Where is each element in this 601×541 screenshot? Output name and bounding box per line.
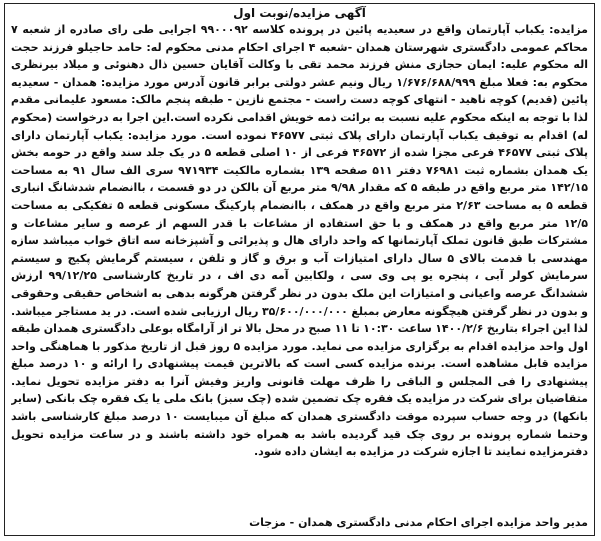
notice-signature: مدیر واحد مزایده اجرای احکام مدنی دادگستری همدان - مزجات bbox=[249, 516, 588, 529]
auction-notice bbox=[4, 3, 595, 536]
notice-body: مزایده: یکباب آپارتمان واقع در سعیدیه پائین در پرونده کلاسه ۹۹۰۰۰۹۲ اجرایی طی رای صادره از شعبه ۷ محاکم عمومی دادگستری شهرستان همدان -شعبه ۴ اجرای احکام مدنی محکوم له: حامد حاجیلو فرزند حجت اله محکوم علیه: ایمان حجازی منش فرزند محمد تقی با وکالت آقایان حسین ذال دهنوئی و میلاد بیرنظری محکوم به: فعلا مبلغ ۱/۶۷۶/۶۸۸/۹۹۹ ریال ونیم عشر دولتی برابر قانون آدرس مورد مزایده: همدان - سعیدیه پائین (قدیم) کوچه ناهید - انتهای کوچه دست راست - مجتمع نازین - طبقه پنجم مالک: مسعود علیمانی مقدم لذا با توجه به اینکه محکوم علیه نسبت به برائت ذمه خویش اقدامی نکرده است.این اجرا به درخواست (محکوم له) اقدام به توقیف یکباب آپارتمان دارای پلاک ثبتی ۴۶۵۷۷ نموده است. مورد مزایده: یکباب آپارتمان دارای پلاک ثبتی ۴۶۵۷۷ فرعی مجزا شده از ۴۶۵۷۲ فرعی از ۱۰ اصلی قطعه ۵ در یک جلد سند واقع در حومه بخش یک همدان بشماره ثبت ۷۶۹۸۱ دفتر ۵۱۱ صفحه ۱۳۹ بشماره مالکیت ۹۷۱۹۳۴ سری الف سال ۹۱ به مساحت ۱۴۲/۱۵ متر مربع واقع در طبقه ۵ که مقدار ۹/۹۸ متر مربع آن بالکن در دو قسمت ، باانضمام شدشانگ انباری قطعه ۵ به مساحت ۲/۶۳ متر مربع واقع در همکف ، باانضمام پارکینگ مسکونی قطعه ۵ تفکیکی به مساحت ۱۲/۵ متر مربع واقع در همکف و با حق استفاده از مشاعات با قدر السهم از عرصه و سایر مشاعات و مشترکات طبق قانون تملک آپارتمانها که واحد دارای هال و پذیرائی و آشپزخانه سه اتاق خواب میباشد سازه مهندسی با قدمت بالای ۵ سال دارای امتیازات آب و برق و گاز و تلفن ، سیستم گرمایش پکیج و سیستم سرمایش کولر آبی ، پنجره یو پی وی سی ، ولکابین آمه دی اف ، در تاریخ کارشناسی ۹۹/۱۲/۲۵ ارزش ششدانگ عرصه واعیانی و امتیازات این ملک بدون در نظر گرفتن هرگونه بدهی به اشخاص حقیقی وحقوقی و بدون در نظر گرفتن هیچگونه معارض بمبلغ ۳۵/۶۰۰/۰۰۰/۰۰۰ ریال ارزیابی شده است. در ید مستاجر میباشد. لذا این اجراء بتاریخ ۱۴۰۰/۲/۶ ساعت ۱۰:۳۰ تا ۱۱ صبح در محل بالا تر از آرامگاه بوعلی دادگستری همدان طبقه اول واحد مزایده اقدام به برگزاری مزایده می نماید. مورد مزایده ۵ روز قبل از تاریخ مذکور با هماهنگی واحد مزایده قابل مشاهده است. برنده مزایده کسی است که بالاترین قیمت پیشنهادی را ارائه و ۱۰ درصد مبلغ پیشنهادی را فی المجلس و الباقی را ظرف مهلت قانونی واریز وفیش آنرا به دفتر مزایده تحویل نماید. متقاضیان برای شرکت در مزایده یک فقره چک تضمین شده (چک سبز) بانک ملی یا یک فقره چک بانکی (سایر بانکها) در وجه حساب سپرده موقت دادگستری همدان که مبلغ آن میبایست ۱۰ درصد مبلغ کارشناسی باشد وحتما شماره پرونده بر روی چک قید گردیده باشد به همراه خود داشته باشند و در ساعت مزایده تحویل دفترمزایده نمایند تا اجازه شرکت در مزایده به ایشان داده شود. bbox=[11, 23, 588, 459]
notice-header: آگهی مزایده/نوبت اول bbox=[233, 6, 366, 20]
